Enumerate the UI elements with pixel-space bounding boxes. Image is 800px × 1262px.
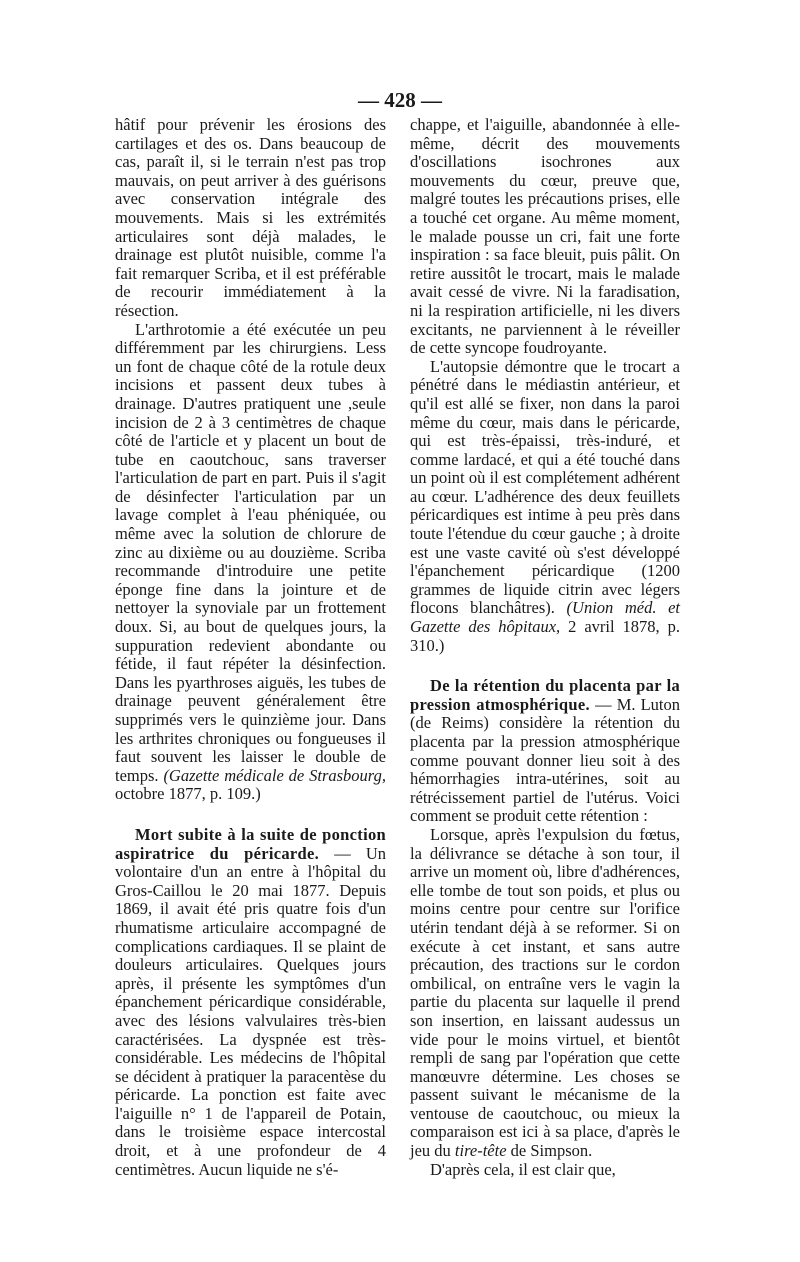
- left-paragraph-2-text: L'arthrotomie a été exécutée un peu différemment par les chirurgiens. Less un font de chaque côté de la rotule deux incisions et passent deux tubes à drainage. D'autres pratiquent une ,seule incision de 2 à 3 centimètres de chaque côté de l'article et y placent un bout de tube en caoutchouc, sans traverser l'articulation de part en part. Puis il s'agit de désinfecter l'articulation par un lavage complet à l'eau phéniquée, ou même avec la solution de chlorure de zinc au dixième ou au douzième. Scriba recommande d'introduire une petite éponge fine dans la jointure et de nettoyer la synoviale par un frottement doux. Si, au bout de quelques jours, la suppuration redevient abondante ou fétide, il faut répéter la désinfection. Dans les pyarthroses aiguës, les tubes de drainage peuvent généralement être supprimés vers le quinzième jour. Dans les arthrites chroniques ou fongueuses il faut souvent les laisser le double de temps.: [115, 319, 386, 785]
- left-paragraph-2: [115, 321, 386, 804]
- left-paragraph-3: — Un volontaire d'un an entre à l'hôpital du Gros-Caillou le 20 mai 1877. Depuis 1869, il avait été pris quatre fois d'un rhumatisme articulaire accompagné de complications cardiaques. Il se plaint de douleurs articulaires. Quelques jours après, il présente les symptômes d'un épanchement péricardique considérable, avec des lésions valvulaires très-bien caractérisées. La dyspnée est très-considérable. Les médecins de l'hôpital se décident à pratiquer la paracentèse du péricarde. La ponction est faite avec l'aiguille n° 1 de l'appareil de Potain, dans le troisième espace intercostal droit, et à une profondeur de 4 centimètres. Aucun liquide ne s'é-: [115, 843, 387, 1179]
- right-paragraph-4-text: Lorsque, après l'expulsion du fœtus, la délivrance se détache à son tour, il arrive un moment où, libre d'adhérences, elle tombe de tout son poids, et plus ou moins centre pour centre sur l'orifice utérin tendant déjà à se reformer. Si on exécute à cet instant, et sans autre précaution, des tractions sur le cordon ombilical, on entraîne vers le vagin la partie du placenta sur laquelle il prend son insertion, en laissant audessus un vide pour le moins virtuel, et bientôt rempli de sang par l'opération que cette manœuvre détermine. Les choses se passent suivant le mécanisme de la ventouse de caoutchouc, ou mieux la comparaison est ici à sa place, d'après le jeu du: [410, 824, 680, 1161]
- page-number: — 428 —: [358, 88, 442, 112]
- article-heading-pericarde: Mort subite à la suite de ponction aspiratrice du péricarde.: [115, 824, 386, 863]
- article-heading-placenta: De la rétention du placenta par la pression atmosphérique.: [410, 676, 680, 714]
- right-article: [410, 677, 680, 826]
- left-citation-date: octobre 1877, p. 109.): [115, 784, 261, 804]
- right-paragraph-4-end: de Simpson.: [510, 1141, 593, 1161]
- right-paragraph-2-text: L'autopsie démontre que le trocart a pénétré dans le médiastin antérieur, et qu'il est allé se fixer, non dans la paroi même du cœur, mais dans le péricarde, qui est très-épaissi, très-induré, et comme lardacé, et qui a été touché dans un point où il est complétement adhérent au cœur. L'adhérence des deux feuillets péricardiques est intime à peu près dans toute l'étendue du cœur gauche ; à droite est une vaste cavité où s'est développé l'épanchement péricardique (1200 grammes de liquide citrin avec légers flocons blanchâtres).: [410, 356, 680, 618]
- right-column: [410, 116, 680, 1179]
- right-citation: (Union méd. et Gazette des hôpitaux,: [410, 598, 680, 637]
- right-paragraph-5: D'après cela, il est clair que,: [430, 1159, 616, 1179]
- left-column: [115, 116, 386, 1179]
- right-paragraph-4-italic: tire-tête: [454, 1141, 507, 1161]
- right-paragraph-3: — M. Luton (de Reims) considère la rétention du placenta par la pression atmosphérique comme pouvant donner lieu soit à des hémorrhagies intra-utérines, soit au rétrécissement partiel de l'utérus. Voici comment se produit cette rétention :: [410, 694, 681, 826]
- right-citation-date: 2 avril 1878, p. 310.): [410, 617, 681, 655]
- left-paragraph-1: hâtif pour prévenir les érosions des cartilages et des os. Dans beaucoup de cas, paraît il, si le terrain n'est pas trop mauvais, on peut arriver à des guérisons avec conservation intégrale des mouvements. Mais si les extrémités articulaires sont déjà malades, le drainage est plutôt nuisible, comme l'a fait remarquer Scriba, et il est préférable de recourir immédiatement à la résection.: [115, 115, 386, 320]
- right-paragraph-4: [410, 826, 680, 1161]
- right-paragraph-1: chappe, et l'aiguille, abandonnée à elle-même, décrit des mouvements d'oscillations isochrones aux mouvements du cœur, preuve que, malgré toutes les précautions prises, elle a touché cet organe. Au même moment, le malade pousse un cri, fait une forte inspiration : sa face bleuit, puis pâlit. On retire aussitôt le trocart, mais le malade avait cessé de vivre. Ni la faradisation, ni la respiration artificielle, ni les divers excitants, ne parviennent à le réveiller de cette syncope foudroyante.: [410, 115, 680, 358]
- left-article: [115, 826, 386, 1179]
- left-citation: (Gazette médicale de Strasbourg,: [163, 765, 386, 785]
- right-paragraph-2: [410, 358, 680, 656]
